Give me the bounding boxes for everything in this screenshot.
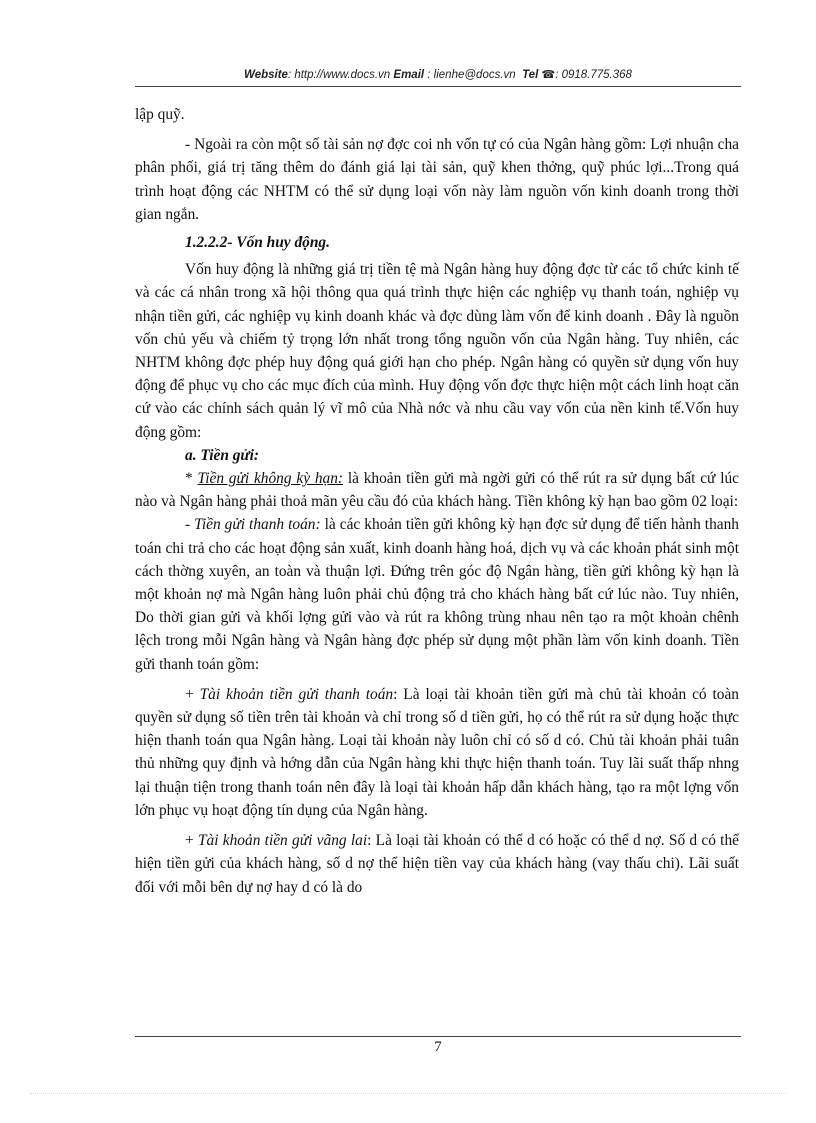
p5-text: là các khoản tiền gửi không kỳ hạn đợc sử dụng để tiến hành thanh toán chi trả cho các hoạt động sản xuất, kinh doanh hàng hoá, dịch vụ và các khoản phát sinh một cách thờng xuyên, an toàn và thuận lợi. Đứng trên góc độ Ngân hàng, tiền gửi không kỳ hạn là một khoản nợ mà Ngân hàng luôn phải chủ động trả cho khách hàng bất cứ lúc nào. Tuy nhiên, Do thời gian gửi và khối lợng gửi vào và rút ra không trùng nhau nên tạo ra một khoản chênh lệch trong mỗi Ngân hàng và Ngân hàng đợc phép sử dụng một phần làm vốn kinh doanh. Tiền gửi thanh toán gồm: [135,516,739,673]
section-heading-von-huy-dong: 1.2.2.2- Vốn huy động. [185,234,330,252]
tel-value: : 0918.775.368 [555,69,632,81]
term-tai-khoan-tien-gui-thanh-toan: Tài khoản tiền gửi thanh toán [199,685,394,703]
paragraph-5 [135,513,739,675]
p7-text: : Là loại tài khoản có thể d có hoặc có thể d nợ. Số d có thể hiện tiền gửi của khách hàng, số d nợ thể hiện tiền vay của khách hàng (vay thấu chi). Lãi suất đối với mỗi bên dự nợ hay d có là do [135,832,739,896]
bottom-dotted-line [30,1093,786,1094]
p5-prefix: - [185,516,195,534]
p4-prefix: * [185,470,198,488]
term-tien-gui-khong-ky-han: Tiền gửi không kỳ hạn: [197,470,344,488]
page-number: 7 [434,1039,442,1055]
term-tien-gui-thanh-toan: Tiền gửi thanh toán: [194,516,321,534]
p7-prefix: + [185,832,198,850]
email-label: Email [393,69,425,81]
paragraph-1: lập quỹ. [135,106,185,123]
paragraph-2: - Ngoài ra còn một số tài sản nợ đợc coi nh vốn tự có của Ngân hàng gồm: Lợi nhuận cha phân phối, giá trị tăng thêm do đánh giá lại tài sản, quỹ khen thởng, quỹ phúc lợi...Trong quá trình hoạt động các NHTM có thể sử dụng loại vốn này làm nguồn vốn kinh doanh trong thời gian ngắn. [135,136,739,223]
paragraph-4 [135,467,739,513]
footer-rule [135,1036,741,1037]
website-label: Website [244,69,288,81]
email-value: : lienhe@docs.vn [424,69,516,81]
paragraph-6 [135,683,739,822]
p6-text: : Là loại tài khoản tiền gửi mà chủ tài khoản có toàn quyền sử dụng số tiền trên tài khoản và chỉ trong số d tiền gửi, họ có thể rút ra sử dụng hoặc thực hiện thanh toán qua Ngân hàng. Loại tài khoản này luôn chỉ có số d có. Chủ tài khoản phải tuân thủ những quy định và hớng dẫn của Ngân hàng khi thực hiện thanh toán. Tuy lãi suất thấp nhng lại thuận tiện trong thanh toán nên đây là loại tài khoản hấp dẫn khách hàng, tạo ra một lợng vốn lớn phục vụ hoạt động tín dụng của Ngân hàng. [135,685,739,819]
tel-label: Tel [522,69,539,81]
phone-icon: ☎ [541,69,556,81]
section-heading-tien-gui: a. Tiền gửi: [185,446,260,464]
document-body [135,103,739,899]
paragraph-7 [135,829,739,899]
page-header [135,64,741,87]
p6-prefix: + [185,685,200,703]
term-tai-khoan-tien-gui-vang-lai: Tài khoản tiền gửi vãng lai [197,832,368,850]
p4-text: là khoản tiền gửi mà ngời gửi có thể rút ra sử dụng bất cứ lúc nào và Ngân hàng phải thoả mãn yêu cầu đó của khách hàng. Tiền không kỳ hạn bao gồm 02 loại: [135,470,739,511]
paragraph-3: Vốn huy động là những giá trị tiền tệ mà Ngân hàng huy động đợc từ các tổ chức kinh tế và các cá nhân trong xã hội thông qua quá trình thực hiện các nghiệp vụ thanh toán, nghiệp vụ nhận tiền gửi, các nghiệp vụ kinh doanh khác và đợc dùng làm vốn để kinh doanh . Đây là nguồn vốn chủ yếu và chiếm tỷ trọng lớn nhất trong tổng nguồn vốn của Ngân hàng. Tuy nhiên, các NHTM không đợc phép huy động quá giới hạn cho phép. Ngân hàng có quyền sử dụng vốn huy động để phục vụ cho các mục đích của mình. Huy động vốn đợc thực hiện một cách linh hoạt căn cứ vào các chính sách quản lý vĩ mô của Nhà nớc và nhu cầu vay vốn của nền kinh tế.Vốn huy động gồm: [135,261,739,441]
website-value: : http://www.docs.vn [287,69,391,81]
